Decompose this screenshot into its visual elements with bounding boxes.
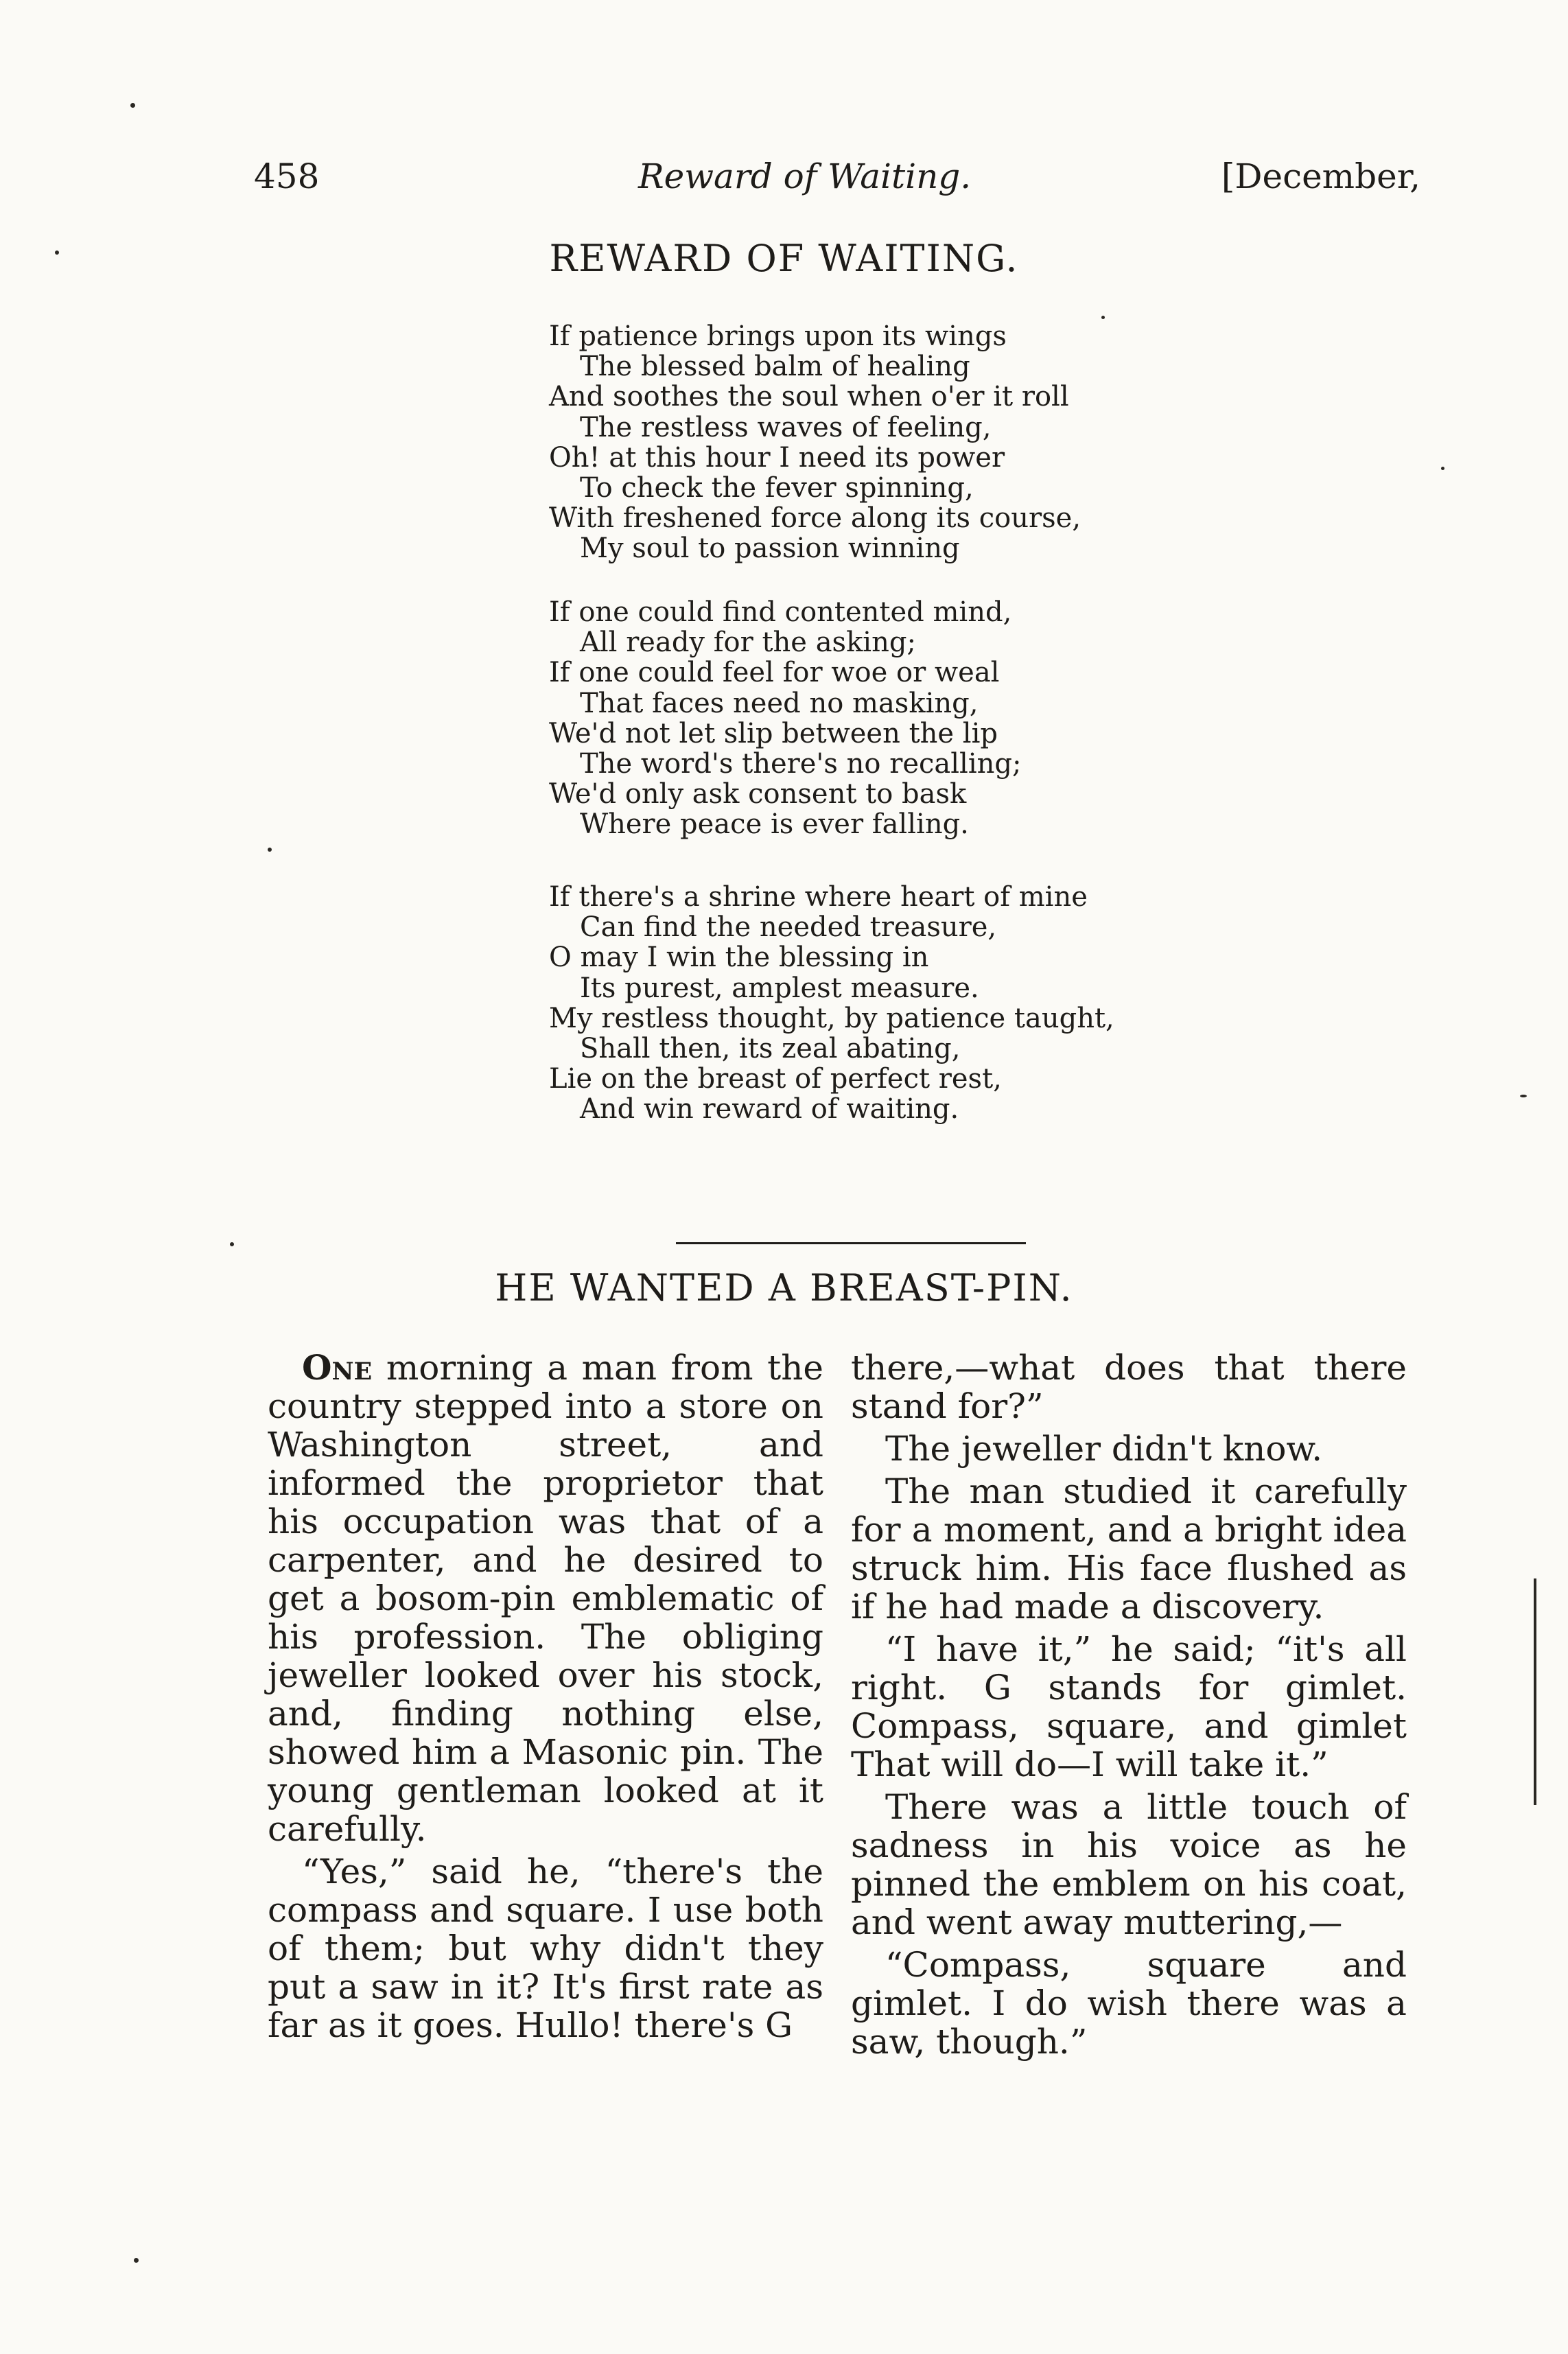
poem-line: And win reward of waiting. — [580, 1093, 959, 1126]
scan-speck — [130, 103, 135, 108]
section-divider — [676, 1242, 1026, 1244]
poem-line: To check the fever spinning, — [580, 472, 974, 504]
article-paragraph — [268, 1349, 823, 1848]
scan-speck — [134, 2258, 139, 2263]
poem-line: If one could feel for woe or weal — [549, 657, 1000, 689]
article-column-right — [851, 1349, 1407, 2065]
poem-line: My restless thought, by patience taught, — [549, 1002, 1114, 1034]
scan-speck — [230, 1242, 234, 1246]
page-number: 458 — [254, 156, 320, 196]
poem-line: And soothes the soul when o'er it roll — [549, 381, 1069, 413]
poem-stanza-1 — [549, 321, 1235, 564]
article-paragraph: The man studied it carefully for a moment, and a bright idea struck him. His face flushed as if he had made a discovery. — [851, 1471, 1407, 1627]
scan-speck — [1520, 1095, 1527, 1097]
running-title: Reward of Waiting. — [638, 156, 972, 196]
poem-line: With freshened force along its course, — [549, 502, 1081, 535]
scan-speck — [1101, 316, 1105, 319]
poem-line: The blessed balm of healing — [580, 351, 970, 383]
article-paragraph: “Yes,” said he, “there's the compass and square. I use both of them; but why didn't they put a saw in it? It's first rate as far as it goes. Hullo! there's G — [268, 1852, 823, 2045]
poem-line: My soul to passion winning — [580, 533, 960, 565]
scan-speck — [268, 848, 272, 852]
article-paragraph: there,—what does that there stand for?” — [851, 1348, 1407, 1426]
poem-line: Shall then, its zeal abating, — [580, 1033, 961, 1065]
poem-line: Lie on the breast of perfect rest, — [549, 1063, 1002, 1095]
poem-line: All ready for the asking; — [580, 627, 916, 659]
binding-edge-line — [1534, 1578, 1536, 1805]
poem-line: If patience brings upon its wings — [549, 321, 1007, 352]
poem-line: We'd not let slip between the lip — [549, 717, 998, 749]
poem-line: If one could find contented mind, — [549, 596, 1012, 628]
poem-line: If there's a shrine where heart of mine — [549, 881, 1088, 913]
poem-stanza-2 — [549, 597, 1235, 840]
poem-line: Where peace is ever falling. — [580, 808, 969, 841]
scan-speck — [1441, 467, 1444, 470]
poem-line: We'd only ask consent to bask — [549, 778, 967, 811]
poem-line: The word's there's no recalling; — [580, 748, 1022, 780]
article-title: HE WANTED A BREAST-PIN. — [495, 1266, 1073, 1309]
scan-speck — [55, 250, 59, 255]
running-header — [254, 156, 1420, 218]
poem-stanza-3 — [549, 882, 1235, 1125]
poem-title: REWARD OF WAITING. — [549, 237, 1019, 280]
article-paragraph: There was a little touch of sadness in his voice as he pinned the emblem on his coat, and went away muttering,— — [851, 1787, 1407, 1942]
poem-line: Can find the needed treasure, — [580, 911, 997, 944]
article-column-left — [268, 1349, 823, 2049]
article-paragraph: “Compass, square and gimlet. I do wish there was a saw, though.” — [851, 1945, 1407, 2062]
poem-line: That faces need no masking, — [580, 687, 979, 719]
article-paragraph: The jeweller didn't know. — [885, 1429, 1323, 1469]
article-paragraph: “I have it,” he said; “it's all right. G stands for gimlet. Compass, square, and gimlet That will do—I will take it.” — [851, 1629, 1407, 1784]
poem-line: Oh! at this hour I need its power — [549, 441, 1005, 474]
poem-line: Its purest, amplest measure. — [580, 972, 979, 1004]
drop-lead-word: One — [302, 1347, 373, 1388]
poem-line: The restless waves of feeling, — [580, 411, 992, 443]
month-label: [December, — [1221, 156, 1420, 196]
paragraph-text: morning a man from the country stepped into a store on Washington street, and informed the proprietor that his occupation was that of a carpenter, and he desired to get a bosom-pin emblematic of his profession. The obliging jeweller looked over his stock, and, finding nothing else, showed him a Masonic pin. The young gentleman looked at it carefully. — [268, 1348, 823, 1849]
poem-line: O may I win the blessing in — [549, 942, 929, 974]
